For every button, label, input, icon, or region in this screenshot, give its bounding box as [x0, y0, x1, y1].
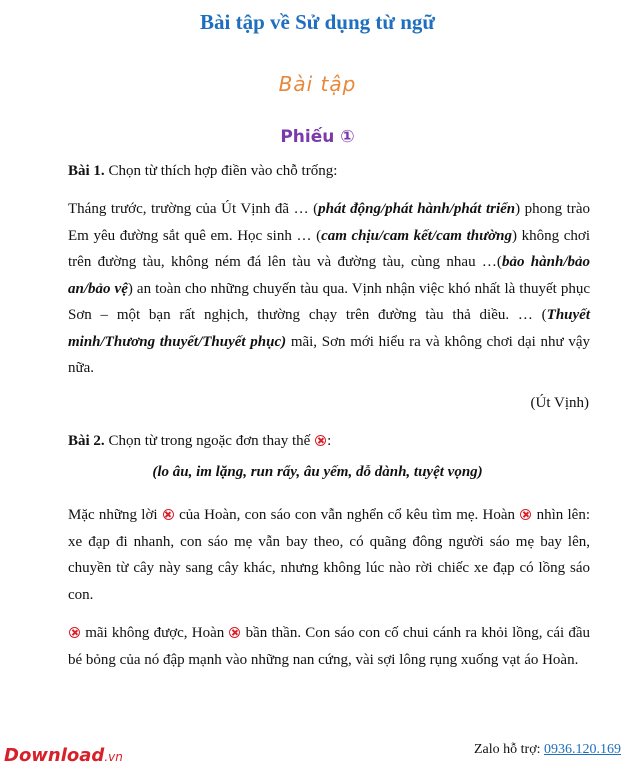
blank-marker-icon	[69, 627, 80, 638]
exercise-1-prompt	[68, 158, 590, 185]
passage-text-1: Tháng trước, trường của Út Vịnh đã … (	[68, 201, 319, 217]
document-title: Bài tập về Sử dụng từ ngữ	[199, 10, 436, 34]
support-phone-link[interactable]: 0936.120.169	[544, 742, 621, 757]
zalo-label: Zalo hỗ trợ:	[474, 742, 544, 757]
para1-text-c: nhìn lên: xe đạp đi nhanh, con sáo mẹ vẫn bay theo, có quãng đông người sáo mẹ bay lên, chuyền từ cây này sang cây khác, nhưng không lúc nào rời chiếc xe đạp có lồng sáo con.	[68, 507, 590, 603]
exercise-2-prompt-text: Chọn từ trong ngoặc đơn thay thế	[108, 433, 311, 449]
logo-suffix-text: .vn	[104, 750, 123, 764]
exercise-1-prompt-text: Chọn từ thích hợp điền vào chỗ trống:	[108, 163, 338, 179]
exercise-2-prompt	[68, 428, 590, 455]
exercise-2-prompt-end: :	[327, 433, 332, 449]
para2-text-b: bần thần. Con sáo con cố chui cánh ra khỏi lồng, cái đầu bé bỏng của nó đập mạnh vào những nan cứng, vài sợi lông rụng xuống vạt áo Hoàn.	[68, 625, 591, 668]
para1-text-b: của Hoàn, con sáo con vẫn nghển cổ kêu tìm mẹ. Hoàn	[179, 507, 516, 523]
passage-options-3: bảo hành/bảo an/bảo vệ	[68, 254, 590, 297]
exercise-1-passage	[68, 196, 590, 382]
passage-text-2: ) phong trào Em yêu đường sắt quê em. Học sinh … (	[68, 201, 591, 244]
blank-marker-icon	[520, 509, 531, 520]
blank-marker-icon	[163, 509, 174, 520]
passage-options-1: phát động/phát hành/phát triển	[318, 201, 516, 217]
para2-text-a: mãi không được, Hoàn	[85, 625, 225, 641]
passage-options-2: cam chịu/cam kết/cam thường	[321, 227, 512, 244]
support-footer	[474, 742, 621, 758]
sheet-title: Phiếu ①	[280, 127, 355, 147]
blank-marker-icon	[229, 627, 240, 638]
passage-author: (Út Vịnh)	[530, 395, 589, 411]
logo-main-text: Download	[4, 745, 105, 766]
exercise-2-paragraph-1	[68, 502, 590, 608]
passage-text-3: ) không chơi trên đường tàu, không ném đá lên tàu và đường tàu, cùng nhau …(	[68, 227, 590, 270]
section-title: Bài tập	[278, 72, 357, 96]
exercise-2-paragraph-2	[68, 620, 590, 673]
passage-text-4: ) an toàn cho những chuyến tàu qua. Vịnh nhận việc khó nhất là thuyết phục Sơn – một bạn rất nghịch, thường chạy trên đường tàu thả diều. … (	[68, 280, 591, 323]
exercise-1-label: Bài 1.	[68, 163, 105, 179]
exercise-2-label: Bài 2.	[68, 433, 105, 449]
passage-options-4: Thuyết minh/Thương thuyết/Thuyết phục)	[68, 307, 590, 350]
passage-text-5: mãi, Sơn mới hiểu ra và không chơi dại như vậy nữa.	[68, 333, 590, 376]
word-options: (lo âu, im lặng, run rẩy, âu yếm, dỗ dành, tuyệt vọng)	[152, 464, 483, 480]
blank-marker-icon	[315, 435, 326, 446]
download-logo	[4, 745, 123, 766]
para1-text-a: Mặc những lời	[68, 507, 158, 523]
